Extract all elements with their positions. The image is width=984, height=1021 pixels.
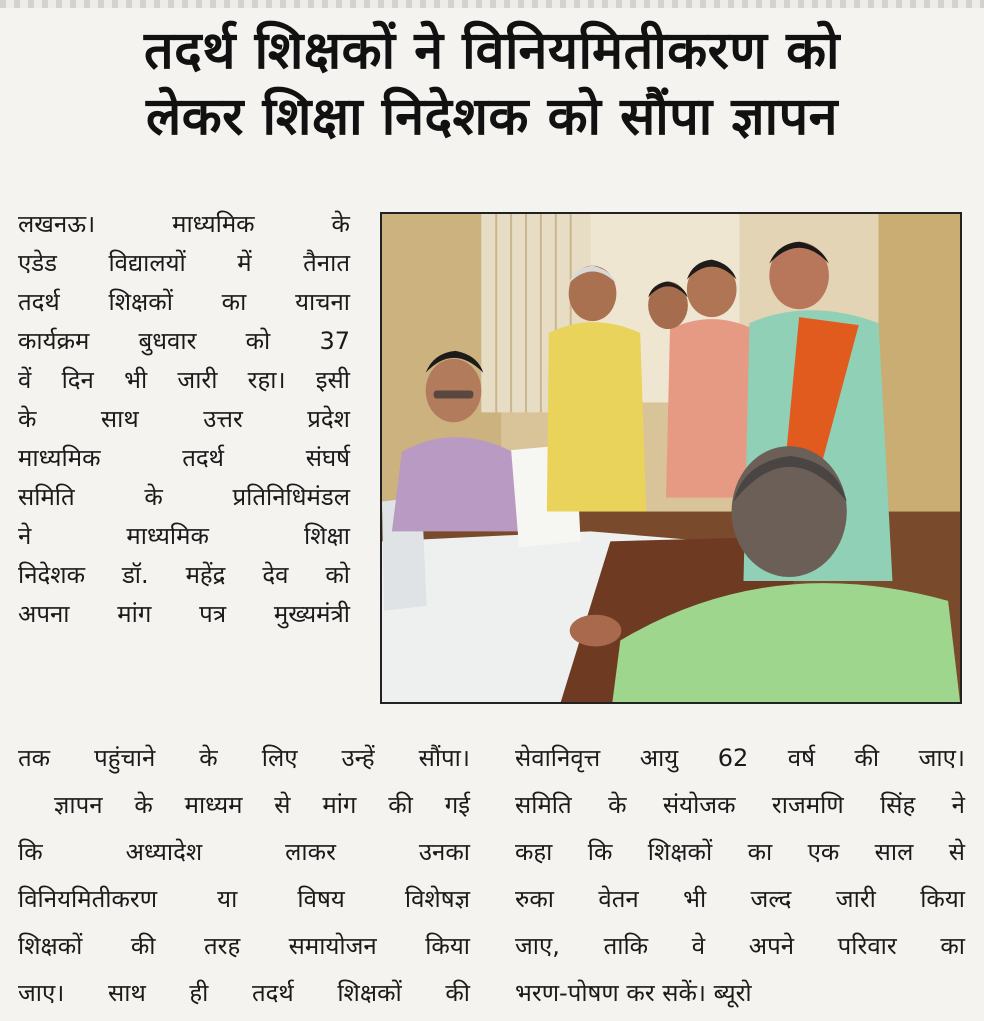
photo-illustration — [382, 214, 960, 702]
body-line: जाए। साथ ही तदर्थ शिक्षकों की — [18, 979, 470, 1007]
body-line: लखनऊ। माध्यमिक के — [18, 210, 350, 238]
headline-line-1: तदर्थ शिक्षकों ने विनियमितीकरण को — [143, 21, 840, 81]
article-body-left-column — [18, 205, 350, 634]
headline — [10, 18, 974, 150]
body-line: समिति के संयोजक राजमणि सिंह ने — [515, 791, 965, 819]
body-line: तक पहुंचाने के लिए उन्हें सौंपा। — [18, 744, 470, 772]
body-line: विनियमितीकरण या विषय विशेषज्ञ — [18, 885, 470, 913]
body-line: माध्यमिक तदर्थ संघर्ष — [18, 444, 350, 472]
body-line: ने माध्यमिक शिक्षा — [18, 522, 350, 550]
body-line: कि अध्यादेश लाकर उनका — [18, 838, 470, 866]
body-line: के साथ उत्तर प्रदेश — [18, 405, 350, 433]
body-line: अपना मांग पत्र मुख्यमंत्री — [18, 600, 350, 628]
body-line: वें दिन भी जारी रहा। इसी — [18, 366, 350, 394]
body-line: कार्यक्रम बुधवार को 37 — [18, 327, 350, 355]
body-line: ज्ञापन के माध्यम से मांग की गई — [54, 791, 470, 819]
body-line: सेवानिवृत्त आयु 62 वर्ष की जाए। — [515, 744, 965, 772]
body-line: तदर्थ शिक्षकों का याचना — [18, 288, 350, 316]
body-line: कहा कि शिक्षकों का एक साल से — [515, 838, 965, 866]
body-line: भरण-पोषण कर सकें। ब्यूरो — [515, 979, 752, 1007]
article-body-bottom-left-column — [18, 735, 470, 1017]
headline-line-2: लेकर शिक्षा निदेशक को सौंपा ज्ञापन — [145, 87, 839, 147]
body-line: समिति के प्रतिनिधिमंडल — [18, 483, 350, 511]
news-photo — [380, 212, 962, 704]
body-line: जाए, ताकि वे अपने परिवार का — [515, 932, 965, 960]
article-body-bottom-right-column — [515, 735, 965, 1017]
body-line: एडेड विद्यालयों में तैनात — [18, 249, 350, 277]
body-line: शिक्षकों की तरह समायोजन किया — [18, 932, 470, 960]
body-line: निदेशक डॉ. महेंद्र देव को — [18, 561, 350, 589]
clipped-top-text-strip — [0, 0, 984, 8]
body-line: रुका वेतन भी जल्द जारी किया — [515, 885, 965, 913]
